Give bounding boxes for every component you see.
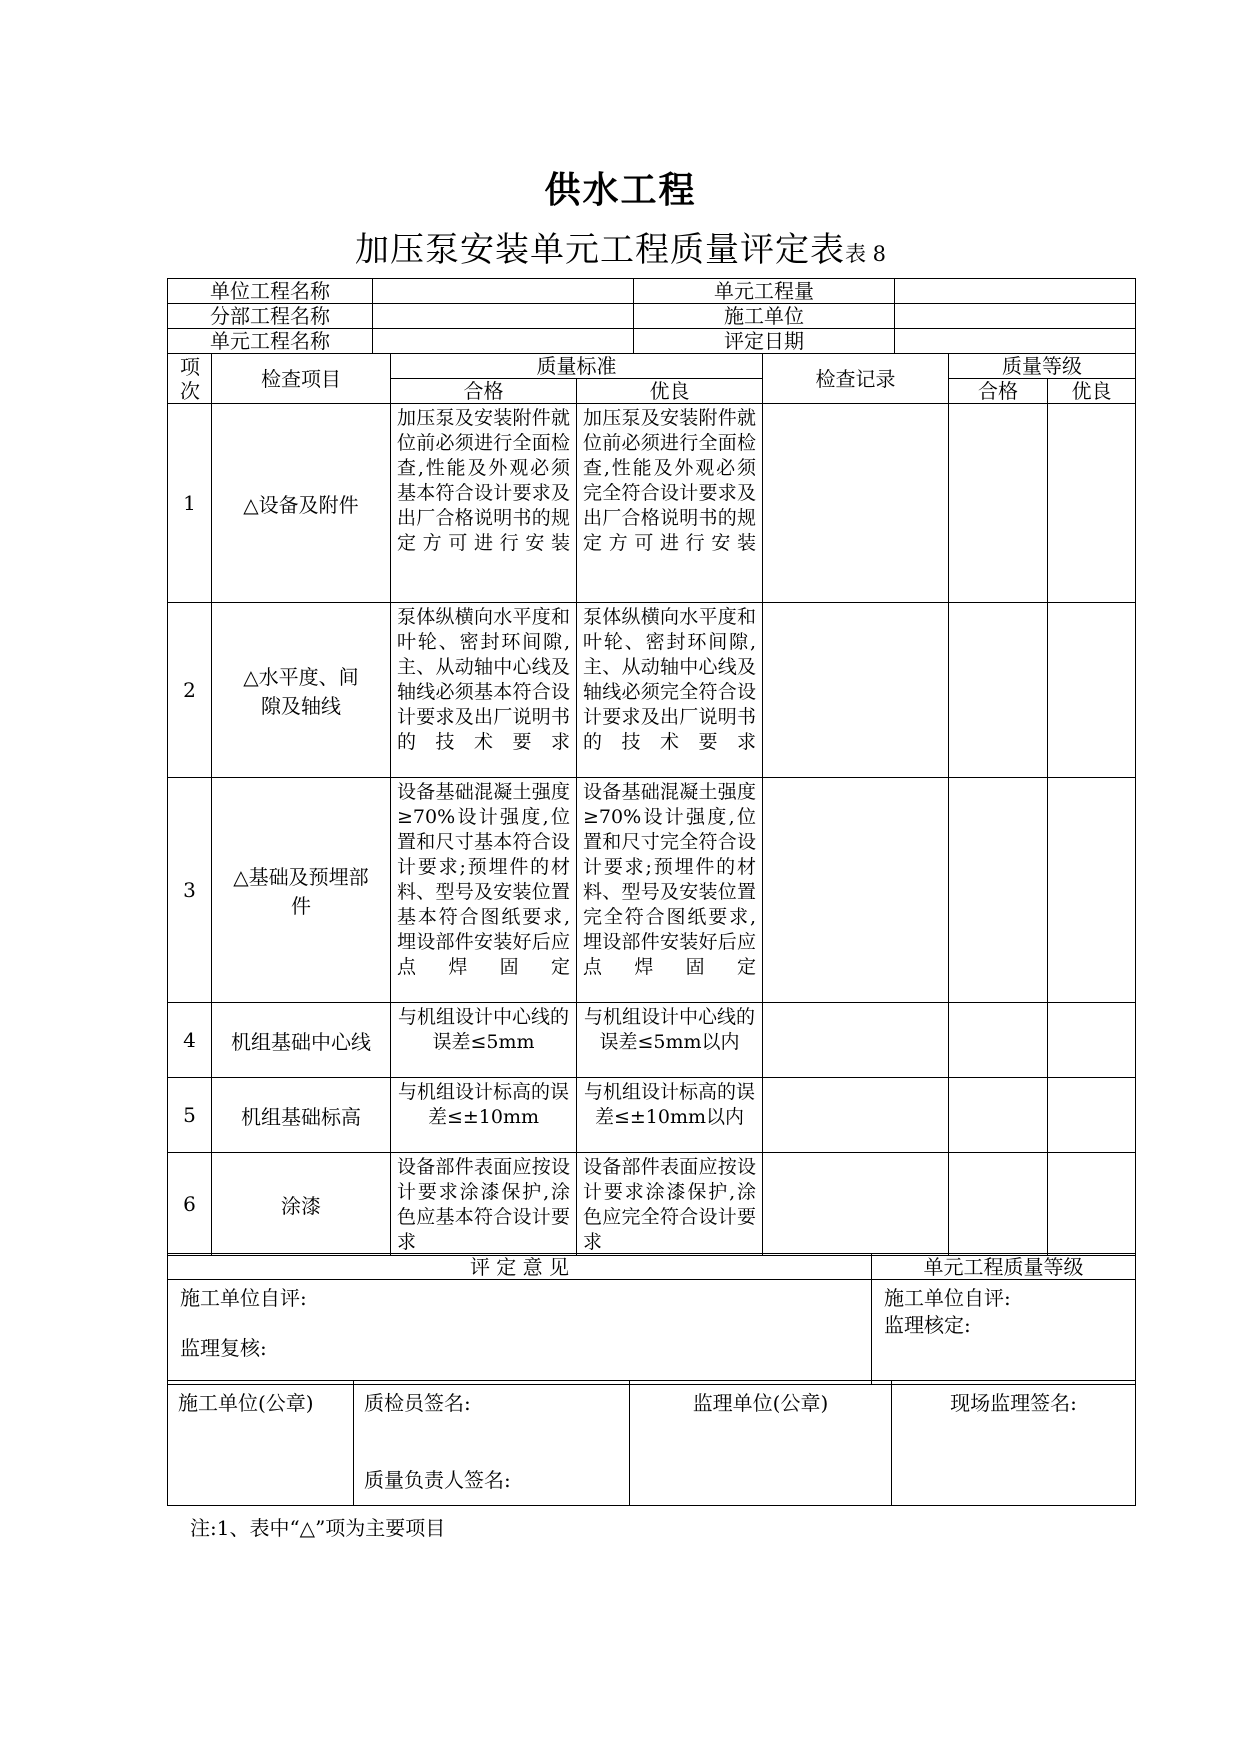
evaluation-date-value[interactable]	[895, 329, 1136, 354]
row-grade-qualified[interactable]	[949, 778, 1048, 1003]
inspector-sign-cell[interactable]	[354, 1381, 630, 1506]
inspector-sign-label: 质检员签名:	[364, 1391, 471, 1415]
site-supervisor-sign-label: 现场监理签名:	[892, 1381, 1136, 1506]
table-row	[168, 778, 1136, 1003]
row-grade-excellent[interactable]	[1048, 1153, 1136, 1256]
info-row	[168, 304, 1136, 329]
row-no: 3	[168, 778, 212, 1003]
row-check-record[interactable]	[763, 1003, 949, 1078]
unit-element-quantity-label: 单元工程量	[634, 279, 895, 304]
row-grade-qualified[interactable]	[949, 1003, 1048, 1078]
col-qualified: 合格	[391, 379, 577, 404]
row-no: 6	[168, 1153, 212, 1256]
col-quality-grade: 质量等级	[949, 354, 1136, 379]
row-grade-excellent[interactable]	[1048, 1078, 1136, 1153]
row-check-record[interactable]	[763, 404, 949, 603]
row-grade-excellent[interactable]	[1048, 1003, 1136, 1078]
row-excellent-standard: 与机组设计中心线的误差≤5mm以内	[577, 1003, 763, 1078]
row-item: △水平度、间隙及轴线	[212, 603, 391, 778]
row-no: 1	[168, 404, 212, 603]
quality-head-sign-label: 质量负责人签名:	[364, 1468, 511, 1492]
row-excellent-standard: 设备基础混凝土强度≥70%设计强度,位置和尺寸完全符合设计要求;预埋件的材料、型号及安装位置完全符合图纸要求,埋设部件安装好后应点焊固定	[577, 778, 763, 1003]
division-project-name-value[interactable]	[373, 304, 634, 329]
row-qualified-standard: 设备部件表面应按设计要求涂漆保护,涂色应基本符合设计要求	[391, 1153, 577, 1256]
row-qualified-standard: 泵体纵横向水平度和叶轮、密封环间隙,主、从动轴中心线及轴线必须基本符合设计要求及出厂说明书的技术要求	[391, 603, 577, 778]
row-check-record[interactable]	[763, 603, 949, 778]
row-excellent-standard: 泵体纵横向水平度和叶轮、密封环间隙,主、从动轴中心线及轴线必须完全符合设计要求及出厂说明书的技术要求	[577, 603, 763, 778]
info-row	[168, 329, 1136, 354]
quality-grade-header: 单元工程质量等级	[872, 1254, 1136, 1280]
signature-row	[168, 1381, 1136, 1506]
evaluation-date-label: 评定日期	[634, 329, 895, 354]
row-qualified-standard: 与机组设计标高的误差≤±10mm	[391, 1078, 577, 1153]
construction-unit-label: 施工单位	[634, 304, 895, 329]
unit-project-name-value[interactable]	[373, 279, 634, 304]
evaluation-table	[167, 1253, 1136, 1385]
row-excellent-standard: 设备部件表面应按设计要求涂漆保护,涂色应完全符合设计要求	[577, 1153, 763, 1256]
grade-supervisor-label: 监理核定:	[884, 1313, 971, 1337]
row-item: △设备及附件	[212, 404, 391, 603]
row-item: 机组基础中心线	[212, 1003, 391, 1078]
row-no: 2	[168, 603, 212, 778]
row-grade-qualified[interactable]	[949, 404, 1048, 603]
row-no: 5	[168, 1078, 212, 1153]
row-qualified-standard: 设备基础混凝土强度≥70%设计强度,位置和尺寸基本符合设计要求;预埋件的材料、型号及安装位置基本符合图纸要求,埋设部件安装好后应点焊固定	[391, 778, 577, 1003]
row-grade-qualified[interactable]	[949, 1153, 1048, 1256]
evaluation-opinion-header: 评 定 意 见	[168, 1254, 872, 1280]
row-grade-excellent[interactable]	[1048, 603, 1136, 778]
evaluation-header-row	[168, 1254, 1136, 1280]
footnote: 注:1、表中“△”项为主要项目	[190, 1516, 446, 1540]
table-row	[168, 404, 1136, 603]
contractor-self-eval-label: 施工单位自评:	[180, 1286, 307, 1310]
project-info-table	[167, 278, 1136, 354]
info-row	[168, 279, 1136, 304]
evaluation-opinion-cell[interactable]	[168, 1280, 872, 1385]
row-item: 机组基础标高	[212, 1078, 391, 1153]
col-excellent: 优良	[577, 379, 763, 404]
element-project-name-label: 单元工程名称	[168, 329, 373, 354]
row-grade-qualified[interactable]	[949, 603, 1048, 778]
col-grade-excellent: 优良	[1048, 379, 1136, 404]
col-check-record: 检查记录	[763, 354, 949, 404]
row-check-record[interactable]	[763, 1153, 949, 1256]
row-item: 涂漆	[212, 1153, 391, 1256]
grade-contractor-self-label: 施工单位自评:	[884, 1286, 1011, 1310]
row-grade-excellent[interactable]	[1048, 778, 1136, 1003]
row-check-record[interactable]	[763, 1078, 949, 1153]
row-grade-excellent[interactable]	[1048, 404, 1136, 603]
table-row	[168, 1078, 1136, 1153]
col-item-no: 项次	[168, 354, 212, 404]
row-item: △基础及预埋部件	[212, 778, 391, 1003]
unit-element-quantity-value[interactable]	[895, 279, 1136, 304]
header-row	[168, 354, 1136, 379]
supervisor-review-label: 监理复核:	[180, 1336, 267, 1360]
row-check-record[interactable]	[763, 778, 949, 1003]
page-title: 供水工程	[544, 169, 697, 211]
form-number: 表 8	[844, 242, 887, 266]
contractor-seal-label: 施工单位(公章)	[168, 1381, 354, 1506]
row-excellent-standard: 与机组设计标高的误差≤±10mm以内	[577, 1078, 763, 1153]
unit-project-name-label: 单位工程名称	[168, 279, 373, 304]
signature-table	[167, 1380, 1136, 1506]
element-project-name-value[interactable]	[373, 329, 634, 354]
col-grade-qualified: 合格	[949, 379, 1048, 404]
table-row	[168, 603, 1136, 778]
row-grade-qualified[interactable]	[949, 1078, 1048, 1153]
construction-unit-value[interactable]	[895, 304, 1136, 329]
table-row	[168, 1003, 1136, 1078]
evaluation-body-row	[168, 1280, 1136, 1385]
form-title	[0, 222, 1241, 271]
inspection-table	[167, 353, 1136, 1256]
supervisor-seal-label: 监理单位(公章)	[630, 1381, 892, 1506]
col-quality-standard: 质量标准	[391, 354, 763, 379]
row-no: 4	[168, 1003, 212, 1078]
row-qualified-standard: 加压泵及安装附件就位前必须进行全面检查,性能及外观必须基本符合设计要求及出厂合格说明书的规定方可进行安装	[391, 404, 577, 603]
form-title-text: 加压泵安装单元工程质量评定表	[354, 230, 845, 270]
quality-grade-cell[interactable]	[872, 1280, 1136, 1385]
table-row	[168, 1153, 1136, 1256]
col-check-item: 检查项目	[212, 354, 391, 404]
division-project-name-label: 分部工程名称	[168, 304, 373, 329]
row-qualified-standard: 与机组设计中心线的误差≤5mm	[391, 1003, 577, 1078]
row-excellent-standard: 加压泵及安装附件就位前必须进行全面检查,性能及外观必须完全符合设计要求及出厂合格说明书的规定方可进行安装	[577, 404, 763, 603]
